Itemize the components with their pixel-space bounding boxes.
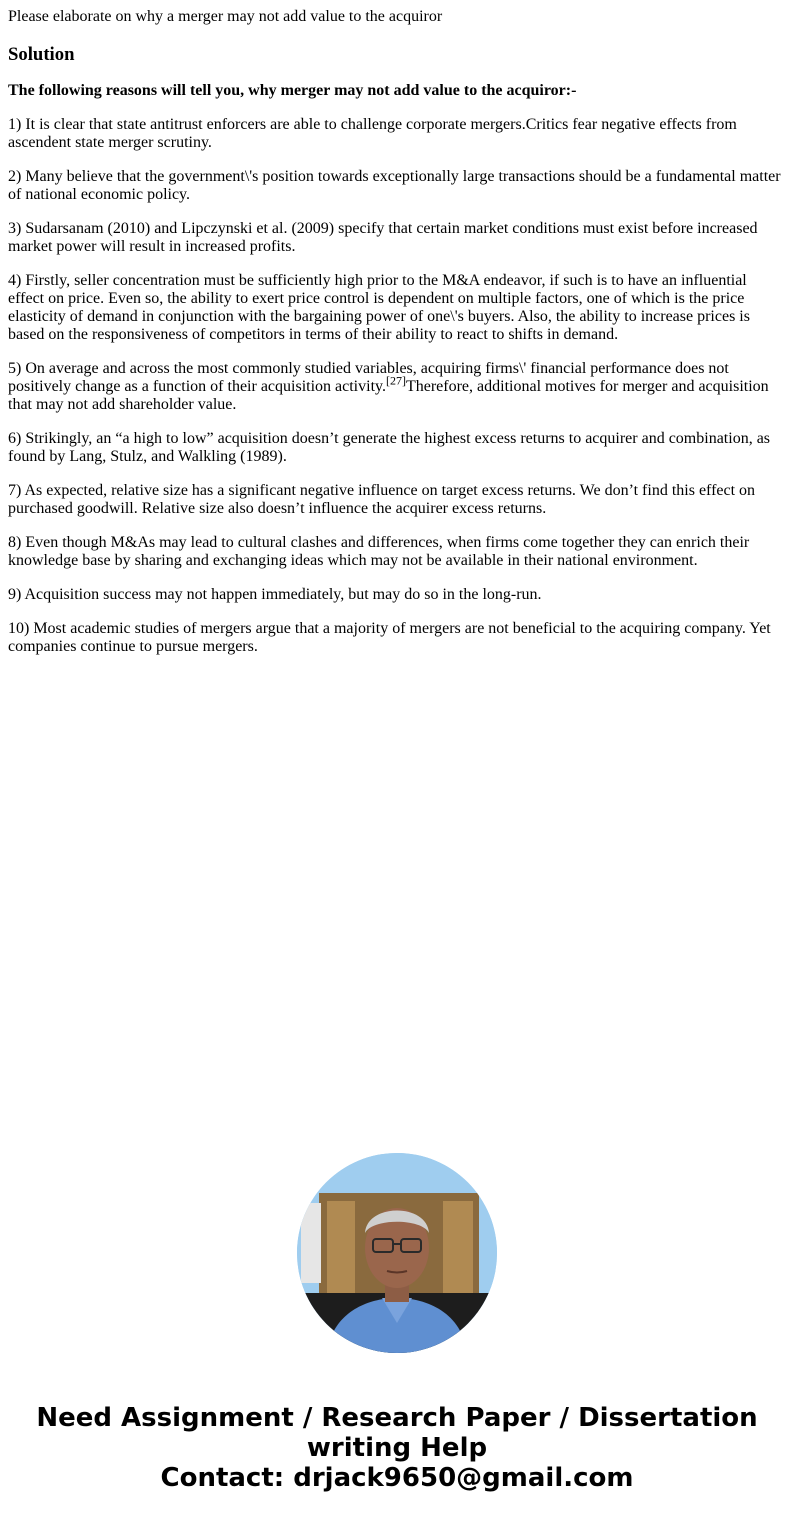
reason-4: 4) Firstly, seller concentration must be sufficiently high prior to the M&A endeavor, if such is to have an influential effect on price. Even so, the ability to exert price control is dependent on multiple factors, one of which is the price elasticity of demand in conjunction with the bargaining power of one\'s buyers. Also, the ability to increase prices is based on the responsiveness of competitors in terms of their ability to react to shifts in demand. [8,272,750,343]
document-body [8,8,786,656]
reason-5-text: 5) On average and across the most commonly studied variables, acquiring firms\' financial performance does not positively change as a function of their acquisition activity. [8,360,729,395]
author-avatar [297,1153,497,1353]
promo-banner [0,1403,794,1493]
reason-9: 9) Acquisition success may not happen immediately, but may do so in the long-run. [8,586,542,603]
reason-3: 3) Sudarsanam (2010) and Lipczynski et al. (2009) specify that certain market conditions must exist before increased market power will result in increased profits. [8,220,758,255]
promo-contact[interactable]: Contact: drjack9650@gmail.com [160,1463,634,1493]
solution-heading: Solution [8,44,75,65]
citation-link[interactable]: [27] [385,373,406,388]
reason-2: 2) Many believe that the government\'s position towards exceptionally large transactions should be a fundamental matter of national economic policy. [8,168,781,203]
reason-5-text-continued: Therefore, additional motives for merger and acquisition that may not add shareholder value. [8,378,769,413]
reason-1: 1) It is clear that state antitrust enforcers are able to challenge corporate mergers.Critics fear negative effects from ascendent state merger scrutiny. [8,116,737,151]
reason-7: 7) As expected, relative size has a significant negative influence on target excess returns. We don’t find this effect on purchased goodwill. Relative size also doesn’t influence the acquirer excess returns. [8,482,756,517]
reason-6: 6) Strikingly, an “a high to low” acquisition doesn’t generate the highest excess returns to acquirer and combination, as found by Lang, Stulz, and Walkling (1989). [8,430,771,465]
reason-8: 8) Even though M&As may lead to cultural clashes and differences, when firms come together they can enrich their knowledge base by sharing and exchanging ideas which may not be available in their national environment. [8,534,750,569]
promo-line-1: Need Assignment / Research Paper / Dissertation [36,1403,758,1433]
reason-5 [8,360,786,414]
question-text: Please elaborate on why a merger may not add value to the acquiror [8,8,443,25]
reason-10: 10) Most academic studies of mergers argue that a majority of mergers are not beneficial to the acquiring company. Yet companies continue to pursue mergers. [8,620,771,655]
promo-line-2: writing Help [306,1433,488,1463]
author-photo-illustration [297,1153,497,1353]
intro-text: The following reasons will tell you, why merger may not add value to the acquiror:- [8,82,577,99]
